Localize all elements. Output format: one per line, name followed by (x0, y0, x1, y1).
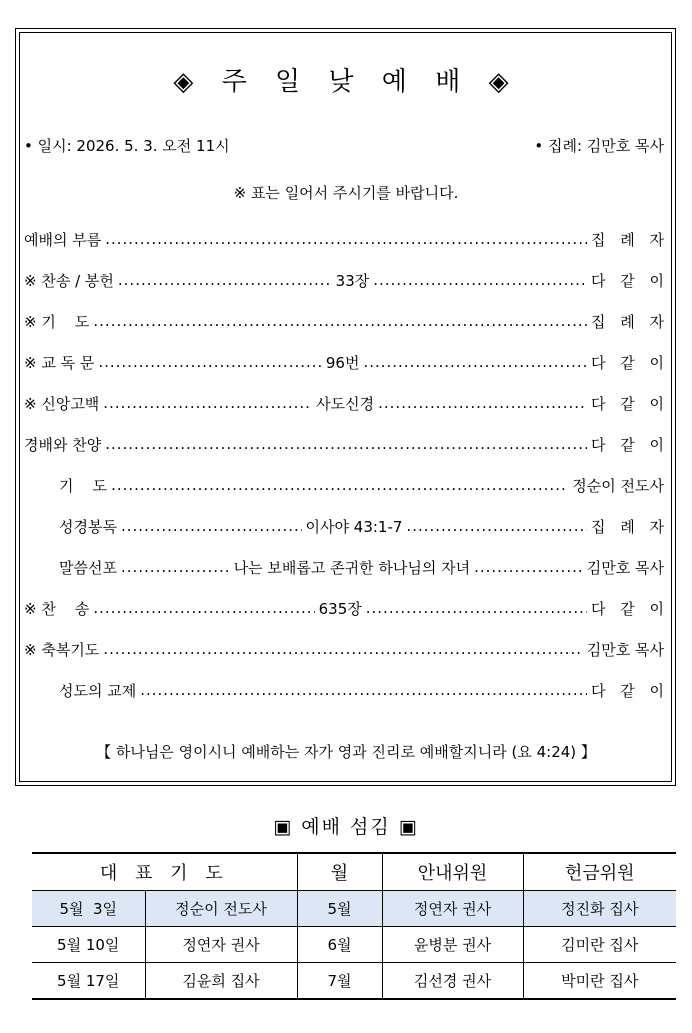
prayer-person: 정순이 전도사 (145, 891, 297, 927)
order-item-name: 말씀선포 (59, 559, 117, 577)
order-item-detail: 96번 (325, 354, 360, 372)
order-item-responsible: 다 같 이 (590, 354, 669, 372)
order-item (24, 383, 669, 424)
leader-dots (93, 599, 314, 617)
header-usher: 안내위원 (382, 853, 523, 891)
leader-dots (121, 517, 302, 535)
order-item-responsible: 다 같 이 (590, 436, 669, 454)
leader-dots (93, 312, 587, 330)
leader-dots (366, 599, 587, 617)
order-item-detail: 33장 (335, 272, 370, 290)
order-item (24, 301, 669, 342)
prayer-person: 김윤희 집사 (145, 963, 297, 1000)
header-prayer: 대 표 기 도 (32, 853, 297, 891)
order-item-detail: 나는 보배롭고 존귀한 하나님의 자녀 (233, 559, 471, 577)
usher-person: 김선경 권사 (382, 963, 523, 1000)
offering-person: 박미란 집사 (523, 963, 676, 1000)
order-of-worship (24, 219, 670, 711)
leader-dots (363, 353, 587, 371)
order-item (24, 342, 669, 383)
prayer-person: 정연자 권사 (145, 927, 297, 963)
order-item (24, 424, 669, 465)
order-item (24, 588, 669, 629)
worship-leader: • 집례: 김만호 목사 (534, 137, 664, 155)
order-item-responsible: 집 례 자 (590, 518, 669, 536)
leader-dots (140, 681, 587, 699)
prayer-date: 5월 3일 (32, 891, 145, 927)
leader-dots (105, 230, 587, 248)
order-item-name: 기 도 (59, 477, 108, 495)
service-month: 5월 (297, 891, 382, 927)
order-item-responsible: 다 같 이 (590, 682, 669, 700)
header-month: 월 (297, 853, 382, 891)
order-item-name: ※ 축복기도 (24, 641, 100, 659)
usher-person: 정연자 권사 (382, 891, 523, 927)
service-month: 6월 (297, 927, 382, 963)
service-table-header (32, 853, 676, 891)
order-item-name: ※ 찬송 / 봉헌 (24, 272, 114, 290)
leader-dots (121, 558, 230, 576)
order-item-responsible: 다 같 이 (590, 600, 669, 618)
order-item-name: ※ 신앙고백 (24, 395, 100, 413)
order-item-name: 성경봉독 (59, 518, 117, 536)
table-row (32, 927, 676, 963)
leader-dots (474, 558, 583, 576)
order-item-detail: 사도신경 (316, 395, 375, 413)
order-item (24, 465, 664, 506)
leader-dots (103, 640, 582, 658)
leader-dots (406, 517, 587, 535)
order-item-name: ※ 기 도 (24, 313, 90, 331)
order-item-responsible: 정순이 전도사 (572, 477, 664, 495)
order-item (24, 547, 664, 588)
prayer-date: 5월 17일 (32, 963, 145, 1000)
order-item-name: ※ 교 독 문 (24, 354, 95, 372)
leader-dots (118, 271, 332, 289)
leader-dots (378, 394, 587, 412)
order-item-responsible: 김만호 목사 (586, 559, 664, 577)
service-table (32, 852, 676, 1000)
order-item (24, 506, 669, 547)
worship-datetime: • 일시: 2026. 5. 3. 오전 11시 (24, 137, 230, 155)
order-item (24, 670, 669, 711)
table-row (32, 963, 676, 1000)
leader-dots (111, 476, 568, 494)
order-item-name: ※ 찬 송 (24, 600, 90, 618)
order-item-responsible: 집 례 자 (590, 313, 669, 331)
table-row (32, 891, 676, 927)
order-item (24, 219, 669, 260)
standing-notice: ※ 표는 일어서 주시기를 바랍니다. (233, 184, 459, 202)
order-item (24, 260, 670, 301)
prayer-date: 5월 10일 (32, 927, 145, 963)
order-item-detail: 635장 (318, 600, 362, 618)
order-item-responsible: 다 같 이 (591, 272, 670, 290)
leader-dots (105, 435, 587, 453)
offering-person: 정진화 집사 (523, 891, 676, 927)
order-item (24, 629, 664, 670)
order-item-name: 경배와 찬양 (24, 436, 102, 454)
scripture-verse: 【 하나님은 영이시니 예배하는 자가 영과 진리로 예배할지니라 (요 4:24) 】 (96, 743, 596, 761)
service-month: 7월 (297, 963, 382, 1000)
order-item-detail: 이사야 43:1-7 (305, 518, 403, 536)
leader-dots (103, 394, 312, 412)
order-item-responsible: 김만호 목사 (586, 641, 664, 659)
service-title: ▣ 예배 섬김 ▣ (273, 816, 419, 838)
usher-person: 윤병분 권사 (382, 927, 523, 963)
header-offering: 헌금위원 (523, 853, 676, 891)
order-item-name: 예배의 부름 (24, 231, 102, 249)
leader-dots (373, 271, 587, 289)
order-item-name: 성도의 교제 (59, 682, 137, 700)
order-item-responsible: 집 례 자 (590, 231, 669, 249)
order-item-responsible: 다 같 이 (590, 395, 669, 413)
worship-info-row (24, 133, 664, 159)
offering-person: 김미란 집사 (523, 927, 676, 963)
worship-title: ◈ 주 일 낮 예 배 ◈ (173, 67, 519, 97)
leader-dots (98, 353, 322, 371)
